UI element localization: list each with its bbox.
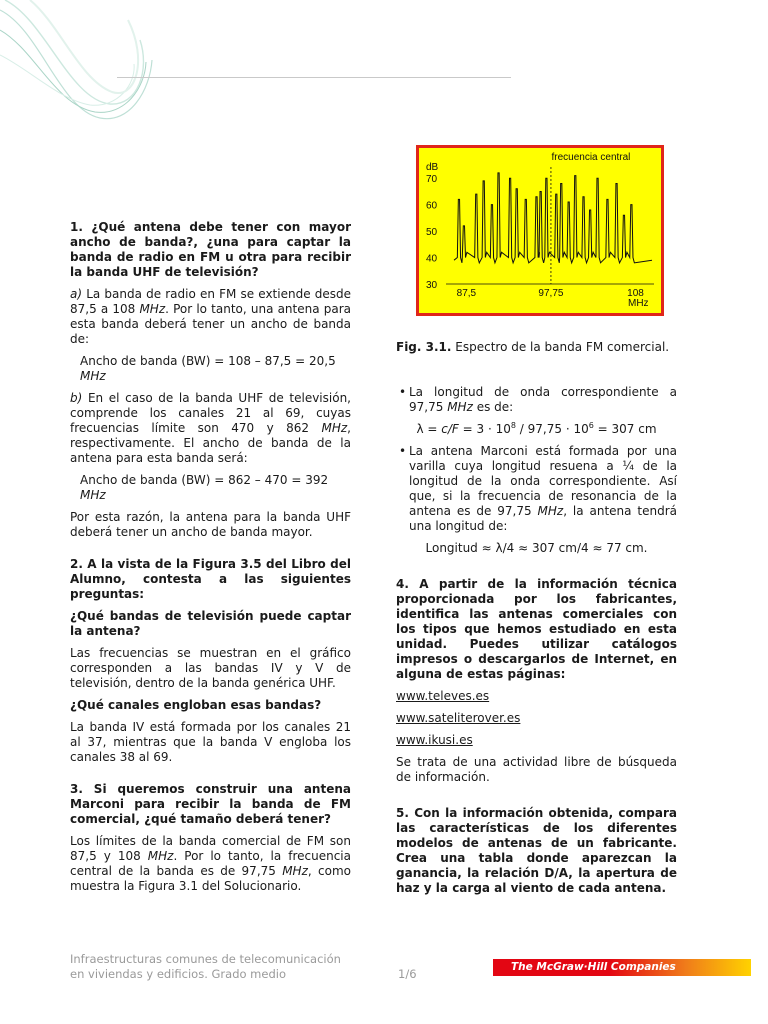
y-tick-label: 70 bbox=[426, 174, 438, 186]
link-televes[interactable]: www.televes.es bbox=[396, 689, 490, 703]
x-axis-unit: MHz bbox=[628, 298, 649, 309]
question-5: 5. Con la información obtenida, compara las características de los diferentes modelos de antenas de un fabricante. Crea una tabla donde aparezcan la ganancia, la relación D/A, la apertura de haz y la carga al viento de cada antena. bbox=[396, 806, 677, 895]
header-rule bbox=[117, 77, 511, 78]
answer-1b: b) En el caso de la banda UHF de televisión, comprende los canales 21 al 69, cuyas frecuencias límite son 470 y 862 MHz, respectivamente. El ancho de banda de la antena para esta banda será: bbox=[70, 391, 351, 465]
figure-caption-text: Espectro de la banda FM comercial. bbox=[455, 340, 670, 354]
formula-length: Longitud ≈ λ/4 ≈ 307 cm/4 ≈ 77 cm. bbox=[425, 541, 648, 555]
y-tick-label: 50 bbox=[426, 227, 438, 239]
center-frequency-annotation: frecuencia central bbox=[551, 152, 631, 163]
formula-bw-fm: Ancho de banda (BW) = 108 – 87,5 = 20,5 MHz bbox=[80, 354, 336, 383]
answer-2-sub2: La banda IV está formada por los canales 21 al 37, mientras que la banda V engloba los canales 38 al 69. bbox=[70, 720, 351, 764]
formula-bw-uhf: Ancho de banda (BW) = 862 – 470 = 392 MHz bbox=[80, 473, 329, 502]
x-tick-label: 97,75 bbox=[538, 288, 564, 299]
page-number: 1/6 bbox=[398, 967, 417, 981]
link-ikusi[interactable]: www.ikusi.es bbox=[396, 733, 473, 747]
y-tick-label: 40 bbox=[426, 253, 438, 265]
y-tick-label: 60 bbox=[426, 200, 438, 212]
question-2: 2. A la vista de la Figura 3.5 del Libro del Alumno, contesta a las siguientes preguntas: bbox=[70, 557, 351, 601]
figure-caption bbox=[396, 340, 669, 355]
link-sateliterover[interactable]: www.sateliterover.es bbox=[396, 711, 521, 725]
formula-wavelength: $\lambda = c/F = 3 \cdot 10^8 / 97,75 \cdot 10^6 = 307$ cm bbox=[416, 421, 657, 436]
x-tick-label: 108 bbox=[627, 288, 644, 299]
publisher-logo bbox=[493, 959, 751, 976]
publisher-name: The McGraw·Hill Companies bbox=[511, 961, 676, 973]
answer-4: Se trata de una actividad libre de búsqueda de información. bbox=[396, 755, 677, 784]
answer-2-sub1: Las frecuencias se muestran en el gráfico corresponden a las bandas IV y V de televisión, dentro de la banda genérica UHF. bbox=[70, 646, 351, 690]
question-2-sub1: ¿Qué bandas de televisión puede captar la antena? bbox=[70, 609, 351, 638]
figure-label: Fig. 3.1. bbox=[396, 340, 452, 354]
y-axis-unit: dB bbox=[426, 162, 439, 173]
answer-1a: a) La banda de radio en FM se extiende desde 87,5 a 108 MHz. Por lo tanto, una antena para esta banda deberá tener un ancho de banda de: bbox=[70, 287, 351, 346]
left-column bbox=[70, 220, 351, 901]
question-2-sub2: ¿Qué canales engloban esas bandas? bbox=[70, 698, 322, 712]
decorative-swirl bbox=[0, 0, 160, 130]
right-column bbox=[396, 385, 677, 903]
answer-3: Los límites de la banda comercial de FM son 87,5 y 108 MHz. Por lo tanto, la frecuencia central de la banda es de 97,75 MHz, como muestra la Figura 3.1 del Solucionario. bbox=[70, 834, 351, 893]
question-4: 4. A partir de la información técnica proporcionada por los fabricantes, identifica las antenas comerciales con los tipos que hemos estudiado en esta unidad. Puedes utilizar catálogos impresos o descargarlos de Internet, en alguna de estas páginas: bbox=[396, 577, 677, 681]
fm-spectrum-chart bbox=[416, 145, 664, 316]
y-tick-label: 30 bbox=[426, 280, 438, 291]
bullet-marconi: • La antena Marconi está formada por una varilla cuya longitud resuena a ¼ de la longitud de la onda correspondiente. Así que, si la frecuencia de resonancia de la antena es de 97,75 MHz, la antena tendrá una longitud de: bbox=[396, 444, 677, 534]
x-tick-label: 87,5 bbox=[456, 288, 477, 299]
question-3: 3. Si queremos construir una antena Marconi para recibir la banda de FM comercial, ¿qué tamaño deberá tener? bbox=[70, 782, 351, 826]
answer-1-conclusion: Por esta razón, la antena para la banda UHF deberá tener un ancho de banda mayor. bbox=[70, 510, 351, 539]
question-1: 1. ¿Qué antena debe tener con mayor ancho de banda?, ¿una para captar la banda de radio en FM u otra para recibir la banda UHF de televisión? bbox=[70, 220, 351, 279]
footer-title: Infraestructuras comunes de telecomunicación en viviendas y edificios. Grado medio bbox=[70, 952, 341, 981]
bullet-wavelength: • La longitud de onda correspondiente a 97,75 MHz es de: bbox=[396, 385, 677, 415]
